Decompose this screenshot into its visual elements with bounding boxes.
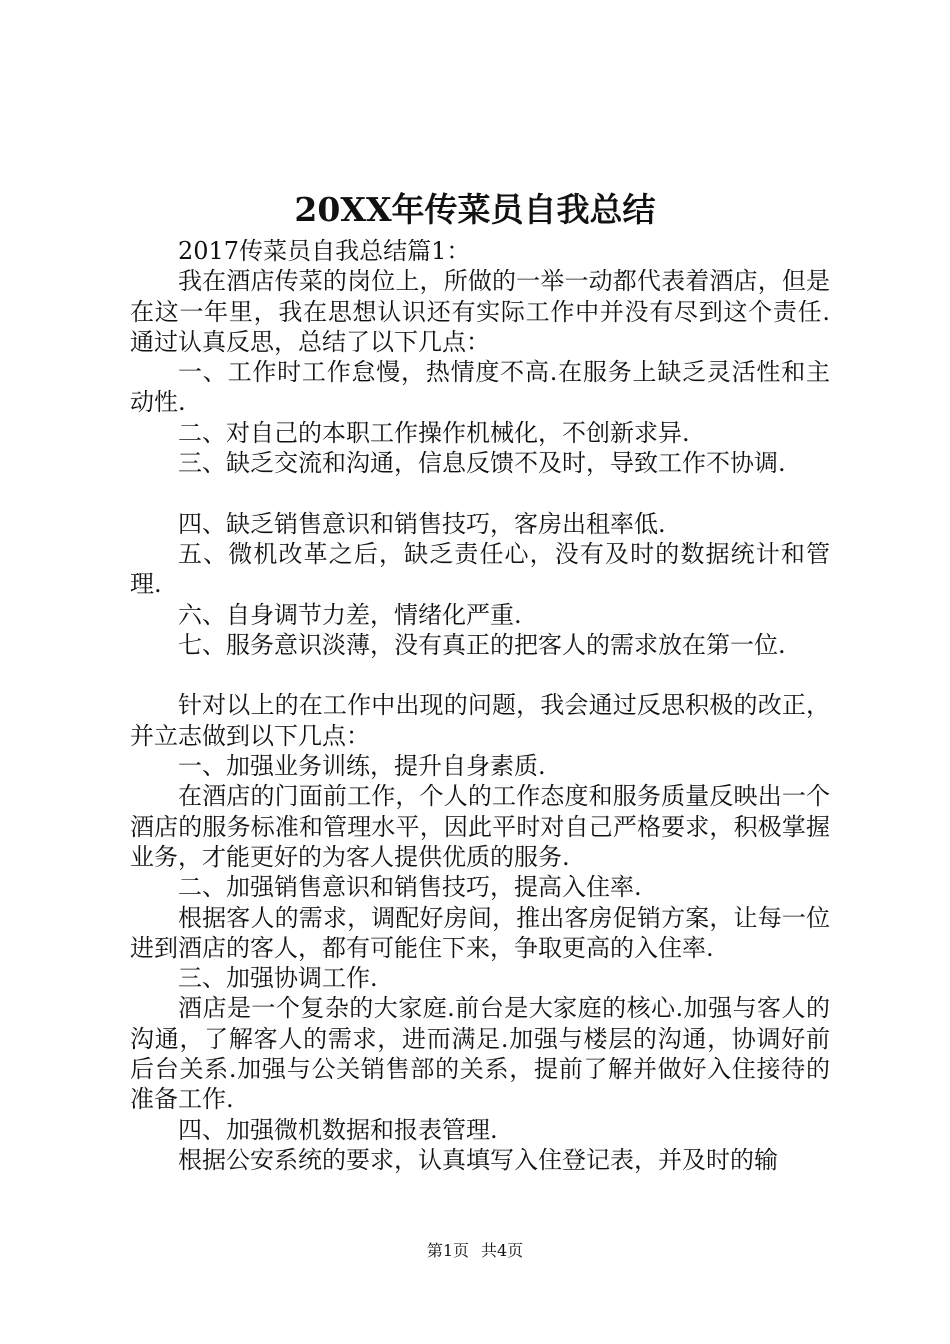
list-item: 四、加强微机数据和报表管理. <box>178 1115 498 1144</box>
list-item: 二、加强销售意识和销售技巧，提高入住率. <box>178 873 642 902</box>
document-title: 20XX年传菜员自我总结 <box>294 190 656 229</box>
body-paragraph: 根据客人的需求，调配好房间，推出客房促销方案，让每一位进到酒店的客人，都有可能住下来，争取更高的入住率. <box>130 903 830 962</box>
page-total: 共4页 <box>481 1241 524 1260</box>
list-item: 一、加强业务训练，提升自身素质. <box>178 752 546 781</box>
body-paragraph: 我在酒店传菜的岗位上，所做的一举一动都代表着酒店，但是在这一年里，我在思想认识还有实际工作中并没有尽到这个责任.通过认真反思，总结了以下几点： <box>130 267 830 356</box>
list-item: 六、自身调节力差，情绪化严重. <box>178 600 522 629</box>
body-paragraph: 在酒店的门面前工作，个人的工作态度和服务质量反映出一个酒店的服务标准和管理水平，因此平时对自己严格要求，积极掌握业务，才能更好的为客人提供优质的服务. <box>130 782 830 871</box>
list-item: 七、服务意识淡薄，没有真正的把客人的需求放在第一位. <box>178 630 786 659</box>
list-item: 五、微机改革之后，缺乏责任心，没有及时的数据统计和管理. <box>130 539 830 599</box>
list-item: 一、工作时工作怠慢，热情度不高.在服务上缺乏灵活性和主动性. <box>130 358 830 417</box>
list-item: 三、缺乏交流和沟通，信息反馈不及时，导致工作不协调. <box>178 449 786 478</box>
paragraph-gap <box>130 478 830 508</box>
list-item: 三、加强协调工作. <box>178 964 378 993</box>
page-number: 第1页 <box>426 1241 469 1260</box>
page-footer <box>0 1241 950 1261</box>
body-paragraph: 根据公安系统的要求，认真填写入住登记表，并及时的输 <box>178 1145 778 1174</box>
list-item: 四、缺乏销售意识和销售技巧，客房出租率低. <box>178 509 666 538</box>
body-paragraph: 针对以上的在工作中出现的问题，我会通过反思积极的改正，并立志做到以下几点： <box>130 691 830 750</box>
document-body <box>130 236 830 1175</box>
body-paragraph: 酒店是一个复杂的大家庭.前台是大家庭的核心.加强与客人的沟通，了解客人的需求，进而满足.加强与楼层的沟通，协调好前后台关系.加强与公关销售部的关系，提前了解并做好入住接待的准备工作. <box>130 994 830 1114</box>
section-heading: 2017传菜员自我总结篇1： <box>178 237 471 265</box>
paragraph-gap <box>130 660 830 690</box>
list-item: 二、对自己的本职工作操作机械化，不创新求异. <box>178 418 690 447</box>
